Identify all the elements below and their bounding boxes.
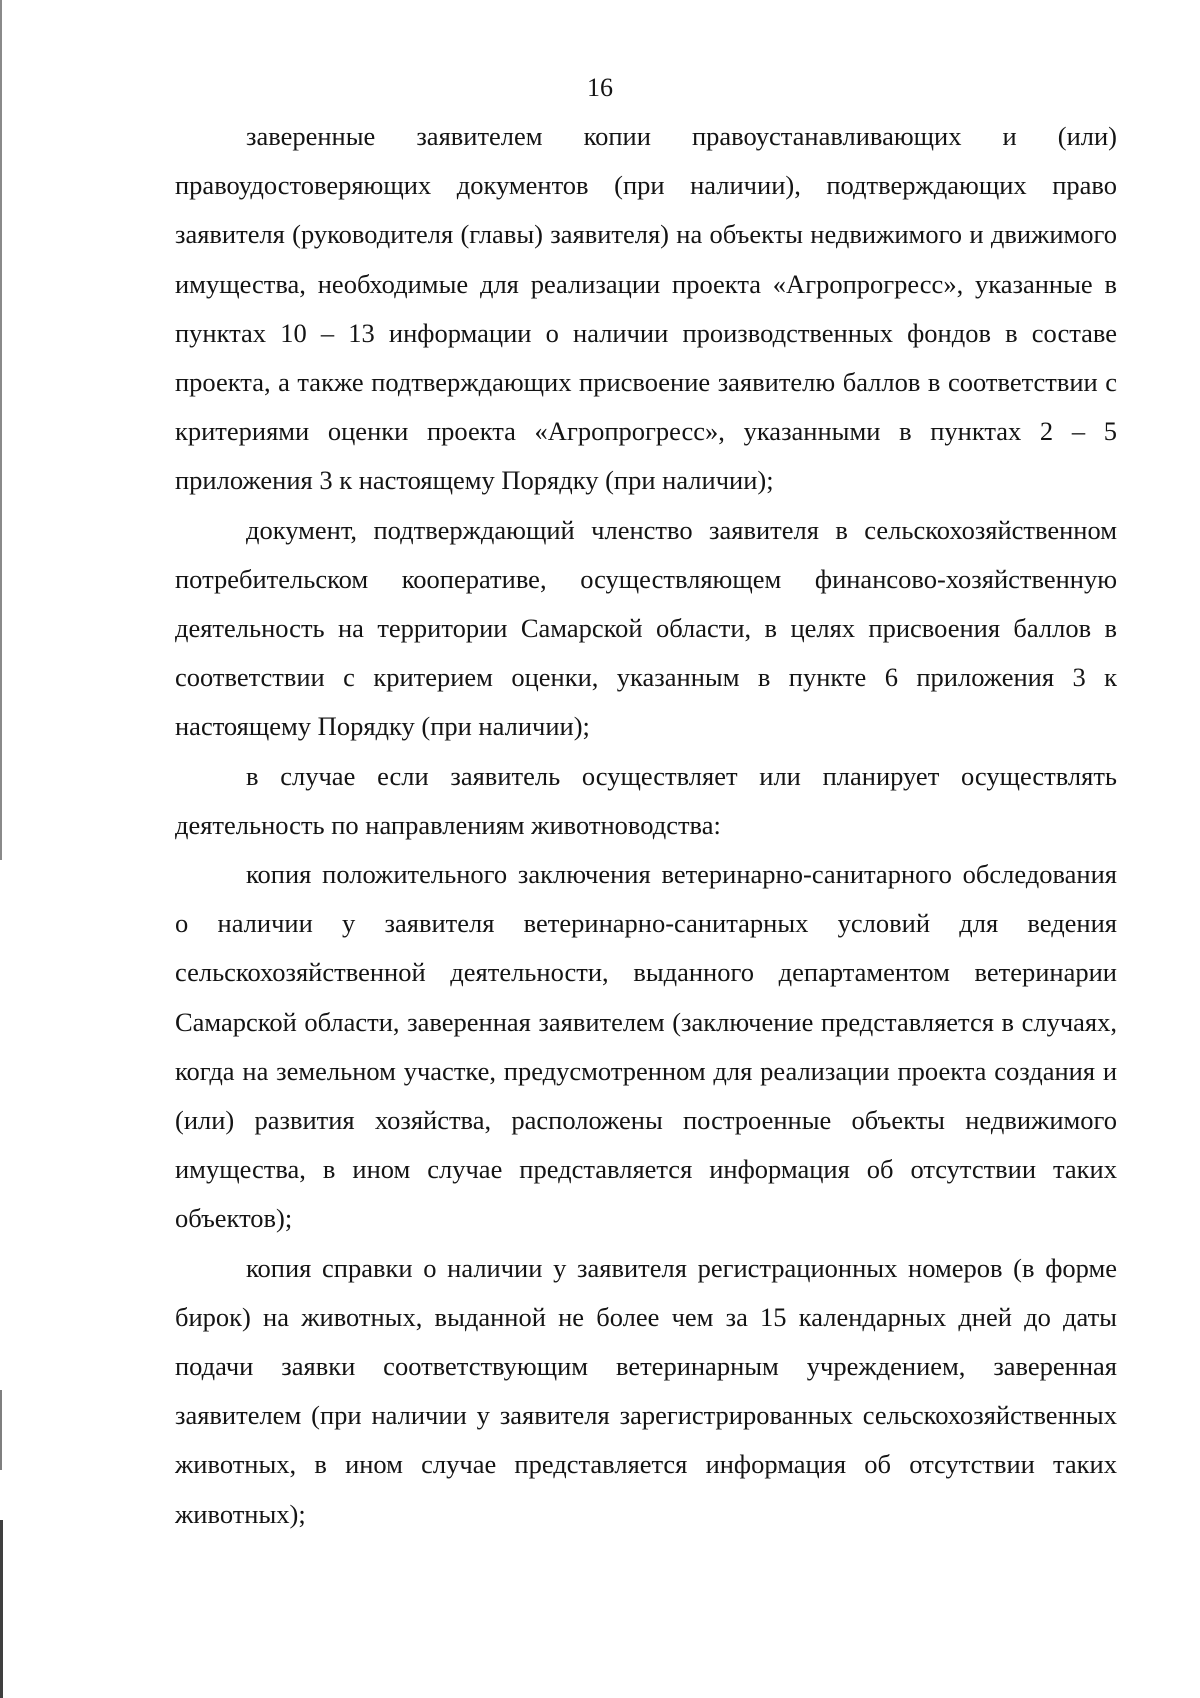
paragraph-cooperative-membership: документ, подтверждающий членство заявителя в сельскохозяйственном потребительском кооперативе, осуществляющем финансово-хозяйственную деятельность на территории Самарской области, в целях присвоения баллов в соответствии с критерием оценки, указанным в пункте 6 приложения 3 к настоящему Порядку (при наличии); bbox=[175, 514, 1117, 742]
scan-edge-mark bbox=[0, 0, 2, 860]
scan-edge-mark bbox=[0, 1520, 3, 1698]
scan-edge-mark bbox=[0, 1390, 2, 1470]
document-body bbox=[175, 112, 1117, 1539]
paragraph-registration-certificate: копия справки о наличии у заявителя регистрационных номеров (в форме бирок) на животных, выданной не более чем за 15 календарных дней до даты подачи заявки соответствующим ветеринарным учреждением, заверенная заявителем (при наличии у заявителя зарегистрированных сельскохозяйственных животных, в ином случае представляется информация об отсутствии таких животных); bbox=[175, 1252, 1117, 1529]
page-number: 16 bbox=[587, 73, 613, 102]
paragraph-veterinary-conclusion: копия положительного заключения ветеринарно-санитарного обследования о наличии у заявителя ветеринарно-санитарных условий для ведения сельскохозяйственной деятельности, выданного департаментом ветеринарии Самарской области, заверенная заявителем (заключение представляется в случаях, когда на земельном участке, предусмотренном для реализации проекта создания и (или) развития хозяйства, расположены построенные объекты недвижимого имущества, в ином случае представляется информация об отсутствии таких объектов); bbox=[175, 859, 1117, 1234]
paragraph-certified-copies: заверенные заявителем копии правоустанавливающих и (или) правоудостоверяющих документов (при наличии), подтверждающих право заявителя (руководителя (главы) заявителя) на объекты недвижимого и движимого имущества, необходимые для реализации проекта «Агропрогресс», указанные в пунктах 10 – 13 информации о наличии производственных фондов в составе проекта, а также подтверждающих присвоение заявителю баллов в соответствии с критериями оценки проекта «Агропрогресс», указанными в пунктах 2 – 5 приложения 3 к настоящему Порядку (при наличии); bbox=[175, 121, 1117, 496]
paragraph-livestock-condition: в случае если заявитель осуществляет или планирует осуществлять деятельность по направлениям животноводства: bbox=[175, 760, 1117, 840]
